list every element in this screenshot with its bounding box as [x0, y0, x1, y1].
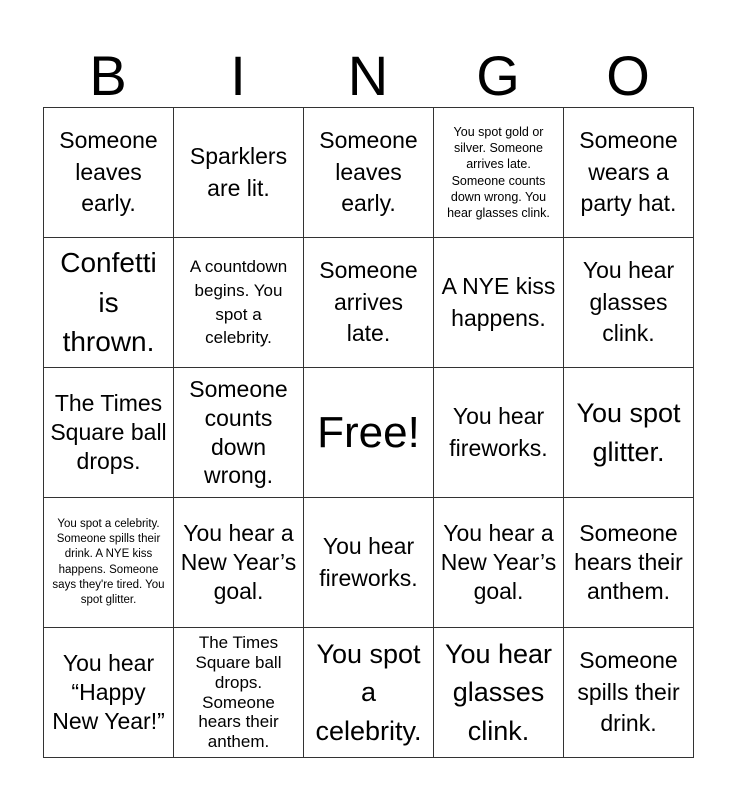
cell-text: A countdown begins. You spot a celebrity.	[189, 256, 288, 348]
bingo-cell[interactable]	[174, 108, 304, 238]
cell-text: You hear “Happy New Year!”	[52, 650, 165, 734]
bingo-cell[interactable]	[564, 498, 694, 628]
bingo-cell[interactable]	[434, 368, 564, 498]
header-letter-b: B	[89, 44, 127, 107]
free-space-cell[interactable]	[304, 368, 434, 498]
cell-text: You spot glitter.	[576, 397, 681, 467]
cell-text: Someone counts down wrong.	[189, 375, 288, 489]
cell-text: A NYE kiss happens.	[441, 272, 556, 331]
bingo-cell[interactable]	[434, 498, 564, 628]
header-letter-n: N	[347, 44, 389, 107]
cell-text: Sparklers are lit.	[189, 142, 288, 201]
bingo-header	[43, 44, 693, 108]
cell-text: You hear fireworks.	[449, 402, 548, 461]
bingo-cell[interactable]	[44, 108, 174, 238]
cell-text: You hear glasses clink.	[444, 638, 553, 746]
bingo-cell[interactable]	[564, 238, 694, 368]
cell-text: The Times Square ball drops. Someone hears their anthem.	[195, 632, 282, 752]
bingo-cell[interactable]	[174, 628, 304, 758]
cell-text: Confetti is thrown.	[60, 246, 157, 358]
cell-text: You hear fireworks.	[319, 532, 418, 591]
cell-text: Someone leaves early.	[59, 126, 158, 217]
cell-text: Someone spills their drink.	[577, 646, 680, 737]
free-space-label: Free!	[317, 407, 420, 457]
bingo-cell[interactable]	[44, 498, 174, 628]
bingo-board	[43, 107, 694, 758]
cell-text: Someone wears a party hat.	[579, 126, 678, 217]
bingo-cell[interactable]	[174, 238, 304, 368]
header-letter-o: O	[606, 44, 650, 107]
bingo-cell[interactable]	[304, 238, 434, 368]
bingo-cell[interactable]	[44, 238, 174, 368]
cell-text: You hear a New Year’s goal.	[440, 520, 557, 604]
bingo-cell[interactable]	[434, 108, 564, 238]
bingo-cell[interactable]	[564, 368, 694, 498]
cell-text: You spot a celebrity. Someone spills their drink. A NYE kiss happens. Someone says they're tired. You spot glitter.	[52, 517, 165, 606]
cell-text: You spot gold or silver. Someone arrives late. Someone counts down wrong. You hear glasses clink.	[447, 124, 550, 220]
bingo-cell[interactable]	[44, 628, 174, 758]
bingo-cell[interactable]	[434, 238, 564, 368]
bingo-cell[interactable]	[44, 368, 174, 498]
cell-text: You hear a New Year’s goal.	[180, 520, 297, 604]
header-letter-i: I	[230, 44, 246, 107]
cell-text: Someone leaves early.	[319, 126, 418, 217]
bingo-cell[interactable]	[564, 108, 694, 238]
bingo-cell[interactable]	[174, 368, 304, 498]
cell-text: The Times Square ball drops.	[50, 390, 167, 474]
bingo-cell[interactable]	[434, 628, 564, 758]
cell-text: Someone hears their anthem.	[574, 520, 683, 604]
header-letter-g: G	[476, 44, 520, 107]
bingo-cell[interactable]	[174, 498, 304, 628]
bingo-cell[interactable]	[304, 498, 434, 628]
bingo-cell[interactable]	[564, 628, 694, 758]
cell-text: Someone arrives late.	[319, 256, 418, 347]
cell-text: You spot a celebrity.	[315, 638, 422, 746]
bingo-cell[interactable]	[304, 628, 434, 758]
bingo-cell[interactable]	[304, 108, 434, 238]
cell-text: You hear glasses clink.	[582, 256, 675, 347]
